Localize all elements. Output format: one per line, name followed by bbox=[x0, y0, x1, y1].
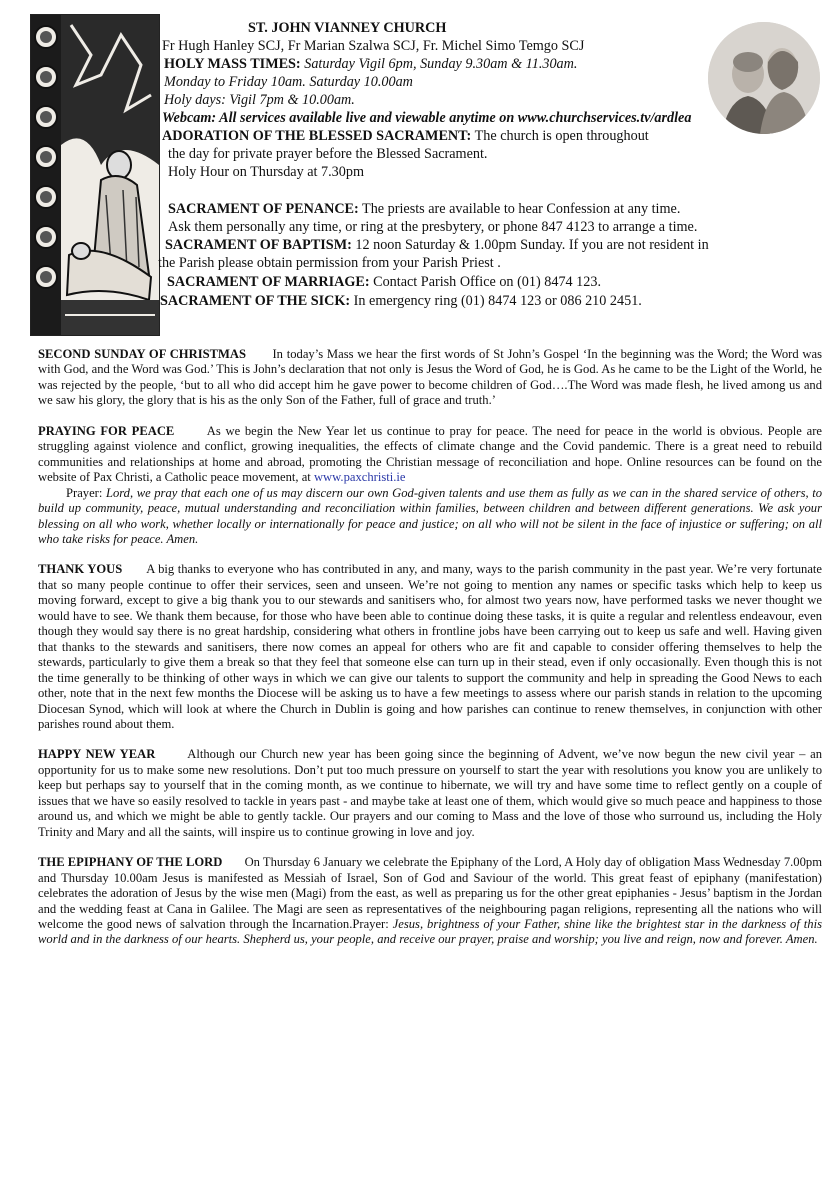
peace-prayer bbox=[38, 486, 822, 548]
adoration-text: The church is open throughout bbox=[474, 128, 649, 144]
article-epiphany bbox=[38, 855, 822, 948]
pieta-stained-glass-icon bbox=[30, 14, 160, 336]
article-body: A big thanks to everyone who has contributed in any, and many, ways to the parish community in the past year. We’re very fortunate that so many people continue to offer their services, seen and unseen. We’re not going to mention any names or specific tasks which help to keep us moving forward, except to give a big thank you to our stewards and sanitisers who, for almost two years now, have performed tasks we never thought we would have to see. We thank them because, for those who have been able to continue doing these tasks, it is quite a regular and relentless endeavour, even though they would say there is no great hardship, considering what others in frontline jobs have been carrying out to keep us safe and well. Having given that thanks to the stewards and sanitisers, there now comes an appeal for others who are fit and capable to consider offering themselves to help the stewards, particularly to give them a break so that they feel that someone else can turn up in their stead, even if only occasionally. Even though this is not the time generally to be thinking of other ways in which we can give our talents to support the community and help in spreading the Good News to each other, note that in the next few months the Diocese will be asking us to have a few meetings to assess where our parish stands in relation to the upcoming Diocesan Synod, which will look at where the Church in Dublin is going and how parishes can continue to renew themselves, in conjunction with other parishes round about them. bbox=[38, 562, 822, 731]
adoration-text-2: the day for private prayer before the Blessed Sacrament. bbox=[168, 146, 488, 162]
mass-times-holydays: Holy days: Vigil 7pm & 10.00am. bbox=[164, 92, 355, 108]
baptism-text: 12 noon Saturday & 1.00pm Sunday. If you are not resident in bbox=[355, 237, 709, 253]
penance-text: The priests are available to hear Confession at any time. bbox=[362, 201, 681, 217]
prayer-text: Jesus, brightness of your Father, shine like the brightest star in the darkness of this world and in the darkness of our hearts. Shepherd us, your people, and receive our prayer, praise and worship; you live and reign, now and forever. Amen. bbox=[38, 916, 822, 947]
mass-times-weekend: Saturday Vigil 6pm, Sunday 9.30am & 11.30am. bbox=[304, 56, 578, 72]
article-peace bbox=[38, 424, 822, 486]
saints-portrait-icon bbox=[708, 22, 820, 134]
article-heading: THANK YOUS bbox=[38, 562, 123, 577]
article-heading: THE EPIPHANY OF THE LORD bbox=[38, 855, 223, 870]
sick-label: SACRAMENT OF THE SICK: bbox=[160, 293, 351, 309]
adoration-label: ADORATION OF THE BLESSED SACRAMENT: bbox=[162, 128, 472, 144]
newsletter-articles bbox=[38, 347, 822, 963]
holy-hour: Holy Hour on Thursday at 7.30pm bbox=[168, 164, 364, 180]
sick-text: In emergency ring (01) 8474 123 or 086 210 2451. bbox=[353, 293, 642, 309]
article-body: In today’s Mass we hear the first words of St John’s Gospel ‘In the beginning was the Word; the Word was with God, and the Word was God.’ This is John’s declaration that not only is Jesus the Word of God, he is God. As he came to be the Light of the World, he was rejected by the people, ‘but to all who did accept him he gave power to become children of God….The Word was made flesh, he lived among us and we saw his glory, the glory that is his as the only Son of the Father, full of grace and truth.’ bbox=[38, 347, 822, 408]
marriage-label: SACRAMENT OF MARRIAGE: bbox=[167, 274, 370, 290]
article-christmas bbox=[38, 347, 822, 409]
parish-header bbox=[0, 0, 840, 345]
article-body: Although our Church new year has been going since the beginning of Advent, we’ve now begun the new civil year – an opportunity for us to make some new resolutions. Don’t put too much pressure on yourself to start the year with resolutions you know you are unlikely to keep but perhaps say to yourself that in the coming month, as we continue to hibernate, we will try and have some time to reflect gently on a couple of issues that we have so easily resolved to tackle in years past - and maybe take at least one of them, which would give so much peace and happiness to those around us, and which we might be able to gently tackle. Our prayers and our coming to Mass and the love of those who surround us, including the Holy Trinity and Mary and all the saints, will inspire us to continue growing in love and joy. bbox=[38, 747, 822, 839]
article-body: On Thursday 6 January we celebrate the Epiphany of the Lord, A Holy day of obligation Mass Wednesday 7.00pm and Thursday 10.00am Jesus is manifested as Messiah of Israel, Son of God and Saviour of the world. This great feast of epiphany (manifestation) celebrates the adoration of Jesus by the wise men (Magi) from the east, as well as preparing us for the other great epiphanies - Jesus’ baptism in the Jordan and the wedding feast at Cana in Galilee. The Magi are seen as representatives of the neighbouring pagan religions, representing all the nations who will welcome the good news of salvation through the Incarnation.Prayer: bbox=[38, 855, 822, 931]
baptism-text-2: the Parish please obtain permission from your Parish Priest . bbox=[158, 255, 501, 271]
article-body: As we begin the New Year let us continue to pray for peace. The need for peace in the world is obvious. People are struggling against violence and conflict, growing inequalities, the effects of climate change and the Covid pandemic. There is a great need to rebuild communities and relationships at home and abroad, promoting the Christian message of reconciliation and hope. Online resources can be found on the website of Pax Christi, a Catholic peace movement, at bbox=[38, 423, 822, 485]
article-thanks bbox=[38, 562, 822, 732]
article-heading: HAPPY NEW YEAR bbox=[38, 747, 156, 762]
clergy-names: Fr Hugh Hanley SCJ, Fr Marian Szalwa SCJ, Fr. Michel Simo Temgo SCJ bbox=[162, 38, 585, 54]
article-heading: PRAYING FOR PEACE bbox=[38, 423, 175, 438]
church-name: ST. JOHN VIANNEY CHURCH bbox=[248, 20, 447, 36]
penance-label: SACRAMENT OF PENANCE: bbox=[168, 201, 359, 217]
baptism-label: SACRAMENT OF BAPTISM: bbox=[165, 237, 352, 253]
webcam-notice: Webcam: All services available live and viewable anytime on www.churchservices.tv/ardlea bbox=[162, 110, 692, 126]
prayer-label: Prayer: bbox=[66, 485, 103, 500]
article-newyear bbox=[38, 747, 822, 840]
article-heading: SECOND SUNDAY OF CHRISTMAS bbox=[38, 347, 246, 361]
paxchristi-link[interactable]: www.paxchristi.ie bbox=[313, 470, 406, 485]
mass-times-label: HOLY MASS TIMES: bbox=[164, 56, 301, 72]
prayer-text: Lord, we pray that each one of us may discern our own God-given talents and use them as fully as we can in the shared service of others, to build up community, peace, mutual understanding and reconciliation within families, between children and between different generations. We ask your blessing on all who work, whether locally or internationally for peace and justice; on all who will not be silent in the face of injustice or suffering; on all who take risks for peace. Amen. bbox=[38, 485, 822, 546]
marriage-text: Contact Parish Office on (01) 8474 123. bbox=[373, 274, 602, 290]
penance-text-2: Ask them personally any time, or ring at the presbytery, or phone 847 4123 to arrange a time. bbox=[168, 219, 698, 235]
mass-times-weekday: Monday to Friday 10am. Saturday 10.00am bbox=[164, 74, 413, 90]
